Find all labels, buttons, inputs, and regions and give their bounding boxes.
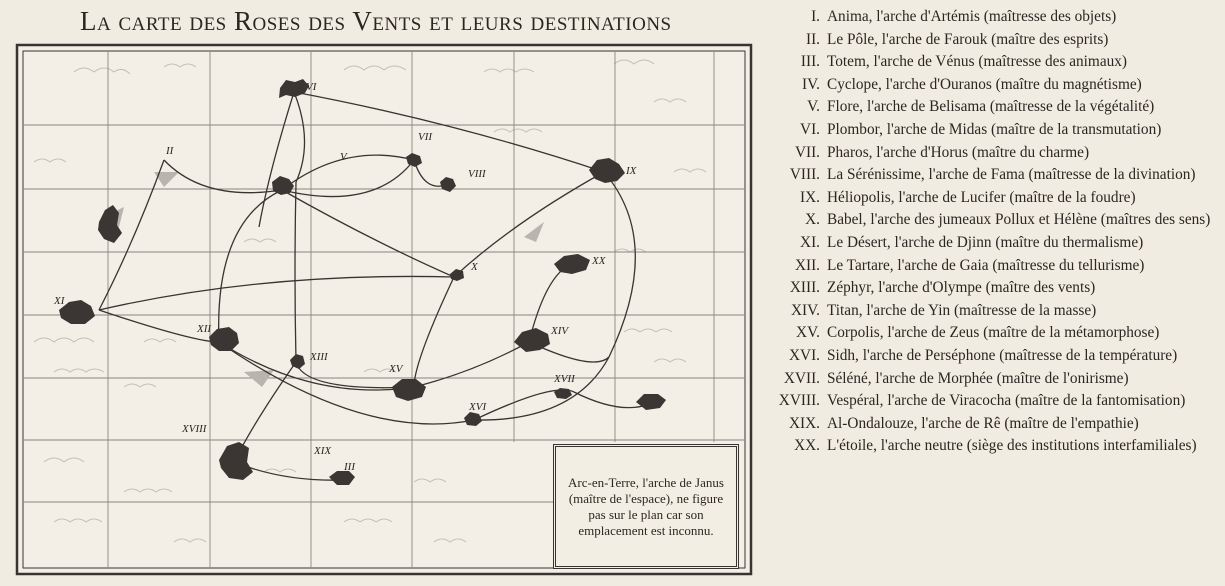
- map-label-xv: XV: [389, 363, 403, 375]
- legend-number: XI.: [800, 233, 820, 251]
- legend-text: Cyclope, l'arche d'Ouranos (maître du magnétisme): [827, 75, 1142, 93]
- legend-entry: [764, 435, 1219, 458]
- map-label-v: V: [340, 151, 347, 163]
- legend-entry: [764, 164, 1219, 187]
- legend-number: XIX.: [788, 414, 820, 432]
- map-label-iii: III: [344, 461, 355, 473]
- legend-text: Totem, l'arche de Vénus (maîtresse des animaux): [827, 53, 1128, 71]
- note-box: [553, 444, 739, 569]
- legend-text: Plombor, l'arche de Midas (maître de la transmutation): [827, 120, 1162, 138]
- legend-text: Flore, l'arche de Belisama (maîtresse de la végétalité): [827, 98, 1155, 116]
- legend-number: XIII.: [789, 279, 820, 297]
- legend-text: Zéphyr, l'arche d'Olympe (maître des vents): [827, 279, 1096, 297]
- map-label-xix: XIX: [314, 445, 332, 457]
- map-label-xx: XX: [592, 255, 606, 267]
- legend-entry: [764, 368, 1219, 391]
- legend-text: Héliopolis, l'arche de Lucifer (maître de la foudre): [827, 188, 1136, 206]
- legend-text: La Sérénissime, l'arche de Fama (maîtresse de la divination): [827, 166, 1196, 184]
- legend-text: Titan, l'arche de Yin (maîtresse de la masse): [827, 301, 1097, 319]
- legend-entry: [764, 277, 1219, 300]
- legend-entry: [764, 209, 1219, 232]
- map-label-vii: VII: [418, 131, 433, 143]
- map-label-x: X: [471, 261, 478, 273]
- map-label-xi: XI: [54, 295, 65, 307]
- legend-entry: [764, 142, 1219, 165]
- legend: [764, 6, 1219, 458]
- map-label-xvii: XVII: [554, 373, 575, 385]
- legend-entry: [764, 96, 1219, 119]
- legend-entry: [764, 390, 1219, 413]
- map-title: La carte des Roses des Vents et leurs destinations: [80, 6, 672, 36]
- legend-text: Le Tartare, l'arche de Gaia (maîtresse du tellurisme): [827, 256, 1145, 274]
- legend-number: XV.: [796, 324, 820, 342]
- note-text: Arc-en-Terre, l'arche de Janus (maître de l'espace), ne figure pas sur le plan car son emplacement est inconnu.: [568, 474, 724, 538]
- legend-number: VII.: [794, 143, 820, 161]
- legend-text: Le Désert, l'arche de Djinn (maître du thermalisme): [827, 233, 1144, 251]
- legend-text: Babel, l'arche des jumeaux Pollux et Hélène (maîtres des sens): [827, 211, 1211, 229]
- legend-number: XVII.: [783, 369, 820, 387]
- legend-text: Al-Ondalouze, l'arche de Rê (maître de l'empathie): [827, 414, 1139, 432]
- legend-number: I.: [811, 8, 820, 25]
- legend-number: III.: [800, 53, 820, 71]
- legend-number: XIV.: [790, 301, 820, 319]
- legend-number: II.: [805, 30, 820, 48]
- legend-number: VI.: [800, 120, 820, 138]
- legend-entry: [764, 6, 1219, 29]
- legend-text: L'étoile, l'arche neutre (siège des institutions interfamiliales): [827, 437, 1197, 455]
- legend-number: VIII.: [789, 166, 820, 184]
- legend-text: Vespéral, l'arche de Viracocha (maître de la fantomisation): [827, 392, 1186, 410]
- legend-number: XVIII.: [778, 392, 820, 410]
- map-label-ix: IX: [626, 165, 637, 177]
- map-label-xii: XII: [197, 323, 212, 335]
- legend-number: XVI.: [788, 346, 820, 364]
- legend-text: Séléné, l'arche de Morphée (maître de l'onirisme): [827, 369, 1129, 387]
- legend-entry: [764, 300, 1219, 323]
- legend-number: XII.: [794, 256, 820, 274]
- map-label-xviii: XVIII: [182, 423, 207, 435]
- legend-text: Pharos, l'arche d'Horus (maître du charme): [827, 143, 1090, 161]
- map-label-xvi: XVI: [469, 401, 487, 413]
- legend-text: Anima, l'arche d'Artémis (maîtresse des objets): [827, 8, 1117, 25]
- legend-entry: [764, 74, 1219, 97]
- map-label-vi: VI: [306, 81, 317, 93]
- legend-entry: [764, 413, 1219, 436]
- legend-entry: [764, 322, 1219, 345]
- legend-number: XX.: [794, 437, 820, 455]
- legend-entry: [764, 187, 1219, 210]
- legend-entry: [764, 51, 1219, 74]
- legend-number: X.: [805, 211, 820, 229]
- legend-number: IV.: [802, 75, 820, 93]
- map-label-viii: VIII: [468, 168, 486, 180]
- legend-entry: [764, 119, 1219, 142]
- legend-text: Le Pôle, l'arche de Farouk (maître des esprits): [827, 30, 1109, 48]
- legend-entry: [764, 345, 1219, 368]
- legend-entry: [764, 29, 1219, 52]
- legend-number: V.: [807, 98, 820, 116]
- legend-entry: [764, 255, 1219, 278]
- legend-text: Corpolis, l'arche de Zeus (maître de la métamorphose): [827, 324, 1160, 342]
- map-label-xiii: XIII: [310, 351, 328, 363]
- map-label-ii: II: [166, 145, 174, 157]
- legend-number: IX.: [800, 188, 820, 206]
- legend-entry: [764, 232, 1219, 255]
- legend-text: Sidh, l'arche de Perséphone (maîtresse de la température): [827, 346, 1178, 364]
- map-label-xiv: XIV: [551, 325, 569, 337]
